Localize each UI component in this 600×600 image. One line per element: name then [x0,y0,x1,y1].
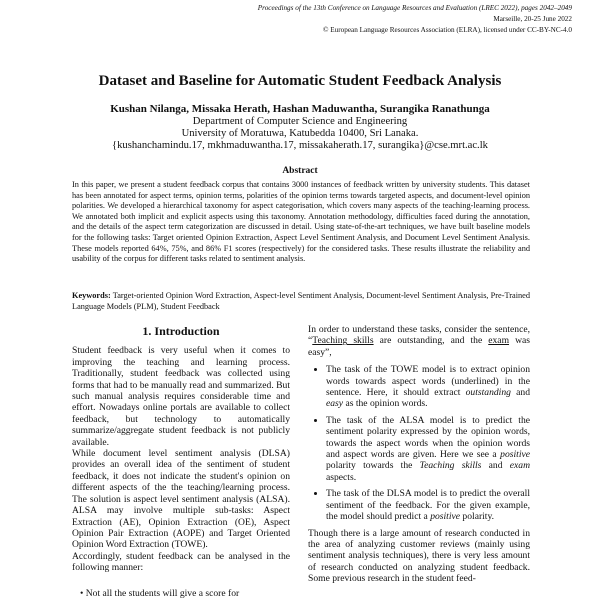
example-lead-3: was easy”, [308,335,530,358]
bullet-dlsa [326,488,530,522]
abstract-text: In this paper, we present a student feedback corpus that contains 3000 instances of feedback written by university students. This dataset has been annotated for aspect terms, opinion terms, polarities of the opinion terms towards targeted aspects, and document-level opinion polarities. We developed a hierarchical taxonomy for aspect categorisation, which covers many aspects of the teaching-learning process. We annotated both implicit and explicit aspects using this taxonomy. Annotation methodology, difficulties faced during the annotation, and the details of the aspect term categorization are discussed in detail. Using state-of-the-art techniques, we have built baseline models for the following tasks: Target oriented Opinion Extraction, Aspect Level Sentiment Analysis, and Document Level Sentiment Analysis. These models reported 64%, 75%, and 86% F1 scores (respectively) for the considered tasks. These results illustrate the reliability and usability of the corpus for different tasks related to sentiment analysis. [72,180,530,264]
intro-paragraph-3: Accordingly, student feedback can be analysed in the following manner: [72,550,290,574]
author-university: University of Moratuwa, Katubedda 10400, Sri Lanaka. [181,128,419,139]
paper-title: Dataset and Baseline for Automatic Student Feedback Analysis [98,73,502,89]
proceedings-header [258,3,572,36]
right-paragraph-research: Though there is a large amount of research conducted in the area of analyzing customer reviews (mainly using sentiment analysis techniques), there is very less amount of research conducted on analyzing student feedback. Some previous research in the student feed- [308,527,530,585]
example-lead-2: are outstanding, and the [373,335,489,347]
bullet-towe-text-c: as the opinion words. [343,398,428,410]
bullet-dlsa-text-a: The task of the DLSA model is to predict the overall sentiment of the feedback. For the given example, the model should predict a [326,488,530,523]
intro-bullet-partial: • Not all the students will give a score for [80,587,240,599]
example-aspect-exam: exam [488,335,510,347]
intro-paragraph-1: Student feedback is very useful when it comes to improving the teaching and learning process. Traditionally, student feedback was collected using forms that had to be manually read and summarized. But such manual analysis requires considerable time and effort. Nowadays online portals are available to collect feedback, but technology to automatically summarize/aggregate student feedback is not publicly available. [72,345,290,448]
abstract-heading: Abstract [282,166,318,176]
section-heading-introduction: 1. Introduction [142,324,220,338]
keywords [72,291,530,312]
author-block [0,103,600,152]
bullet-towe-text-a: The task of the TOWE model is to extract opinion words towards aspect words (underlined) in the sentence. Here, it should extract [326,364,530,399]
bullet-alsa-exam: exam [509,460,530,472]
example-sentence-paragraph [308,324,530,358]
bullet-towe [326,364,530,410]
intro-paragraph-2: While document level sentiment analysis (DLSA) provides an overall idea of the sentiment of student feedback, it does not indicate the student's opinion on different aspects of the the teaching/learning process. The solution is aspect level sentiment analysis (ALSA). ALSA may involve multiple sub-tasks: Aspect Extraction (AE), Opinion Extraction (OE), Aspect Opinion Pair Extraction (AOPE) and Target Oriented Opinion Word Extraction (TOWE). [72,448,290,551]
bullet-alsa-text-c: and [481,460,510,472]
bullet-towe-opinion-1: outstanding [465,387,511,399]
author-names: Kushan Nilanga, Missaka Herath, Hashan Maduwantha, Surangika Ranathunga [110,103,490,115]
header-line-3: © European Language Resources Association (ELRA), licensed under CC-BY-NC-4.0 [323,26,572,34]
author-department: Department of Computer Science and Engineering [192,116,408,127]
example-aspect-teaching-skills: Teaching skills [312,335,374,347]
bullet-alsa-positive: positive [500,449,530,461]
bullet-dlsa-positive: positive [430,511,461,523]
bullet-alsa-text-b: polarity towards the [326,460,420,472]
bullet-dlsa-text-b: polarity. [460,511,495,523]
right-column [308,324,530,585]
keywords-label: Keywords: [72,291,111,300]
bullet-alsa-text-d: aspects. [326,471,357,483]
keywords-text: Target-oriented Opinion Word Extraction, Aspect-level Sentiment Analysis, Document-level Sentiment Analysis, Pre-Trained Language Models (PLM), Student Feedback [72,291,530,311]
bullet-alsa [326,415,530,483]
bullet-alsa-text-a: The task of the ALSA model is to predict the sentiment polarity expressed by the opinion words, towards the aspect words when the opinion words and aspect words are given. Here we see a [326,414,530,461]
bullet-alsa-teaching-skills: Teaching skills [419,460,482,472]
author-emails: {kushanchamindu.17, mkhmaduwantha.17, missakaherath.17, surangika}@cse.mrt.ac.lk [112,140,488,151]
bullet-towe-opinion-2: easy [326,398,344,410]
header-line-1: Proceedings of the 13th Conference on Language Resources and Evaluation (LREC 2022), pages 2042–2049 [257,4,572,12]
example-lead-1: In order to understand these tasks, consider the sentence, “ [308,324,530,347]
header-line-2: Marseille, 20-25 June 2022 [493,15,572,23]
left-column [72,324,290,599]
bullet-towe-text-b: and [510,387,530,399]
task-bullet-list [308,364,530,522]
